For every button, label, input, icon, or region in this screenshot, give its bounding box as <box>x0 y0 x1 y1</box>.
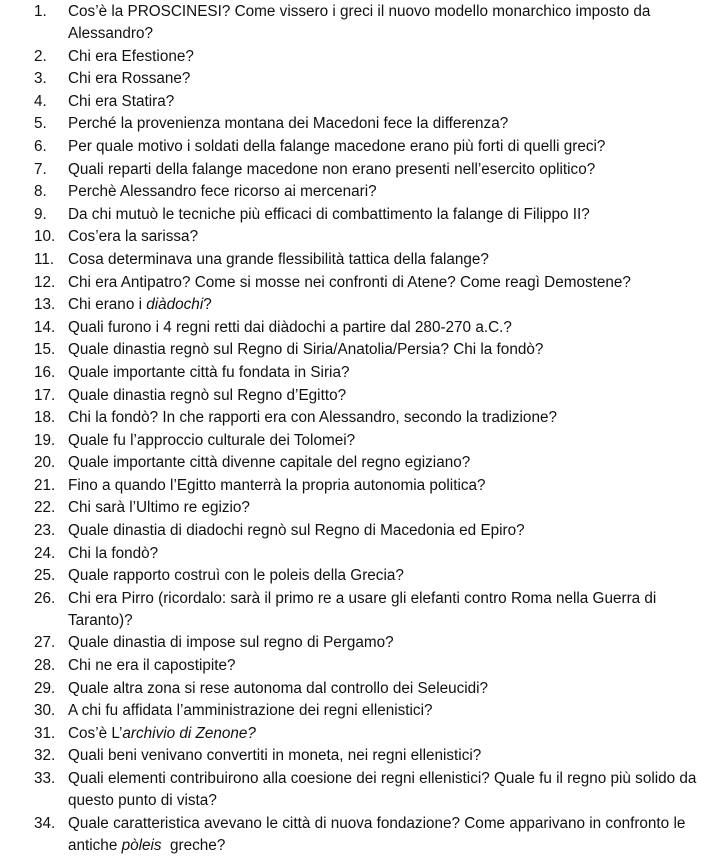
question-item <box>0 700 720 722</box>
question-text-segment: Chi era Statira? <box>68 92 175 110</box>
question-number: 23. <box>34 522 56 540</box>
question-item <box>0 430 720 452</box>
question-text <box>64 385 720 407</box>
question-number: 5. <box>34 115 47 133</box>
question-number: 6. <box>34 137 47 155</box>
question-text <box>64 588 720 632</box>
question-number: 22. <box>34 499 56 517</box>
question-number: 33. <box>34 770 56 787</box>
question-text <box>64 520 720 542</box>
question-item <box>0 543 720 565</box>
question-item <box>0 385 720 407</box>
question-text <box>68 113 720 135</box>
question-item <box>0 362 720 384</box>
question-text <box>64 475 720 497</box>
question-text <box>64 249 720 271</box>
question-text-segment: Cosa determinava una grande flessibilità tattica della falange? <box>68 250 489 268</box>
question-number: 8. <box>34 183 47 201</box>
question-text-segment: Quale rapporto costruì con le poleis della Grecia? <box>68 567 404 585</box>
question-number: 30. <box>34 702 56 720</box>
question-number: 20. <box>34 454 56 472</box>
question-text-segment: Chi erano i <box>68 296 147 314</box>
question-text <box>68 204 720 226</box>
question-item <box>0 226 720 248</box>
question-text <box>68 159 720 181</box>
question-text-segment: Quale dinastia regnò sul Regno d’Egitto? <box>68 386 347 404</box>
question-item <box>0 272 720 294</box>
question-number: 2. <box>34 47 47 65</box>
question-number: 34. <box>34 814 56 832</box>
question-number: 1. <box>34 3 47 20</box>
question-number: 17. <box>34 386 56 404</box>
question-item <box>0 46 720 68</box>
question-number: 3. <box>34 70 47 88</box>
question-text <box>64 407 720 429</box>
question-text-segment: Quale dinastia regnò sul Regno di Siria/Anatolia/Persia? Chi la fondò? <box>68 341 544 359</box>
question-text <box>64 678 720 700</box>
question-text <box>64 543 720 565</box>
question-text-segment: Quale dinastia di diadochi regnò sul Regno di Macedonia ed Epiro? <box>68 522 525 540</box>
question-number: 14. <box>34 318 56 336</box>
question-number: 7. <box>34 160 47 178</box>
question-item <box>0 407 720 429</box>
question-text-segment: Quale caratteristica avevano le città di nuova fondazione? Come apparivano in confronto le antiche <box>68 814 690 854</box>
question-text-segment: Quali beni venivano convertiti in moneta, nei regni ellenistici? <box>68 747 482 765</box>
question-text <box>64 339 720 361</box>
question-text <box>64 655 720 677</box>
question-text-segment: Chi era Antipatro? Come si mosse nei confronti di Atene? Come reagì Demostene? <box>68 273 631 291</box>
italic-term: diàdochi <box>146 296 204 314</box>
question-number: 13. <box>34 296 56 314</box>
question-text-segment: Quale importante città divenne capitale del regno egiziano? <box>68 454 471 472</box>
question-number: 24. <box>34 544 56 562</box>
question-text <box>68 68 720 90</box>
question-number: 28. <box>34 657 56 675</box>
question-number: 10. <box>34 228 56 246</box>
question-text-segment: Quali reparti della falange macedone non erano presenti nell’esercito oplitico? <box>68 160 596 178</box>
question-text <box>64 362 720 384</box>
question-item <box>0 249 720 271</box>
question-number: 19. <box>34 431 56 449</box>
question-text <box>68 46 720 68</box>
question-item <box>0 452 720 474</box>
question-text-segment: Chi ne era il capostipite? <box>68 657 236 675</box>
question-text <box>64 745 720 767</box>
question-item <box>0 588 720 632</box>
question-item <box>0 181 720 203</box>
question-text <box>68 1 720 45</box>
question-text-segment: ? <box>203 296 212 314</box>
question-item <box>0 745 720 767</box>
question-item <box>0 497 720 519</box>
question-number: 31. <box>34 724 56 742</box>
question-text-segment: Da chi mutuò le tecniche più efficaci di combattimento la falange di Filippo II? <box>68 205 590 223</box>
question-number: 26. <box>34 589 56 607</box>
question-item <box>0 768 720 812</box>
question-text <box>64 430 720 452</box>
question-item <box>0 204 720 226</box>
question-text <box>64 272 720 294</box>
question-text <box>64 317 720 339</box>
question-number: 27. <box>34 634 56 652</box>
question-text <box>64 632 720 654</box>
question-text-segment: Chi era Rossane? <box>68 70 191 88</box>
question-text <box>68 136 720 158</box>
question-text <box>64 452 720 474</box>
question-number: 11. <box>34 250 55 268</box>
question-text-segment: Chi la fondò? In che rapporti era con Alessandro, secondo la tradizione? <box>68 409 557 427</box>
question-text-segment: Per quale motivo i soldati della falange macedone erano più forti di quelli greci? <box>68 137 606 155</box>
question-text-segment: Quale importante città fu fondata in Siria? <box>68 363 350 381</box>
question-number: 4. <box>34 92 47 110</box>
question-number: 25. <box>34 567 56 585</box>
question-text <box>64 723 720 745</box>
question-item <box>0 723 720 745</box>
question-number: 18. <box>34 409 56 427</box>
question-item <box>0 678 720 700</box>
question-text <box>64 497 720 519</box>
question-number: 9. <box>34 205 47 223</box>
question-number: 21. <box>34 476 56 494</box>
question-item <box>0 520 720 542</box>
question-text-segment: Quale altra zona si rese autonoma dal controllo dei Seleucidi? <box>68 679 489 697</box>
question-number: 16. <box>34 363 56 381</box>
question-item <box>0 813 720 857</box>
question-item <box>0 339 720 361</box>
question-text-segment: Cos’è la PROSCINESI? Come vissero i greci il nuovo modello monarchico imposto da Alessandro? <box>68 3 654 42</box>
question-item <box>0 1 720 45</box>
question-item <box>0 565 720 587</box>
question-text-segment: A chi fu affidata l’amministrazione dei regni ellenistici? <box>68 702 433 720</box>
question-text <box>64 700 720 722</box>
question-text-segment: Quali elementi contribuirono alla coesione dei regni ellenistici? Quale fu il regno più solido da questo punto di vista? <box>68 770 701 809</box>
question-item <box>0 136 720 158</box>
question-text <box>64 294 720 316</box>
question-item <box>0 113 720 135</box>
question-text-segment: Quali furono i 4 regni retti dai diàdochi a partire dal 280-270 a.C.? <box>68 318 512 336</box>
question-text-segment: Fino a quando l’Egitto manterrà la propria autonomia politica? <box>68 476 486 494</box>
question-item <box>0 655 720 677</box>
question-number: 32. <box>34 747 56 765</box>
question-item <box>0 91 720 113</box>
question-text-segment: Chi era Pirro (ricordalo: sarà il primo re a usare gli elefanti contro Roma nella Guerra di Taranto)? <box>68 589 661 629</box>
question-list <box>0 1 720 857</box>
question-text-segment: Cos’era la sarissa? <box>68 228 199 246</box>
question-number: 29. <box>34 679 56 697</box>
question-text-segment: Chi la fondò? <box>68 544 159 562</box>
question-item <box>0 317 720 339</box>
question-item <box>0 632 720 654</box>
question-item <box>0 68 720 90</box>
question-item <box>0 475 720 497</box>
question-text-segment: Quale fu l’approccio culturale dei Tolomei? <box>68 431 356 449</box>
question-text-segment: Chi sarà l’Ultimo re egizio? <box>68 499 250 517</box>
question-text <box>64 226 720 248</box>
question-text <box>64 813 720 857</box>
question-text <box>68 181 720 203</box>
question-text-segment: Perchè Alessandro fece ricorso ai mercenari? <box>68 183 377 201</box>
italic-term: archivio di Zenone? <box>122 724 256 742</box>
question-item <box>0 294 720 316</box>
question-text-segment: Perché la provenienza montana dei Macedoni fece la differenza? <box>68 115 509 133</box>
question-text-segment: greche? <box>161 836 226 854</box>
question-number: 15. <box>34 341 56 359</box>
question-text <box>64 768 720 812</box>
question-text <box>68 91 720 113</box>
question-text-segment: Cos’è L’ <box>68 724 123 742</box>
italic-term: pòleis <box>121 836 162 854</box>
question-number: 12. <box>34 273 56 291</box>
question-item <box>0 159 720 181</box>
question-text-segment: Chi era Efestione? <box>68 47 194 65</box>
question-text <box>64 565 720 587</box>
question-text-segment: Quale dinastia di impose sul regno di Pergamo? <box>68 634 394 652</box>
